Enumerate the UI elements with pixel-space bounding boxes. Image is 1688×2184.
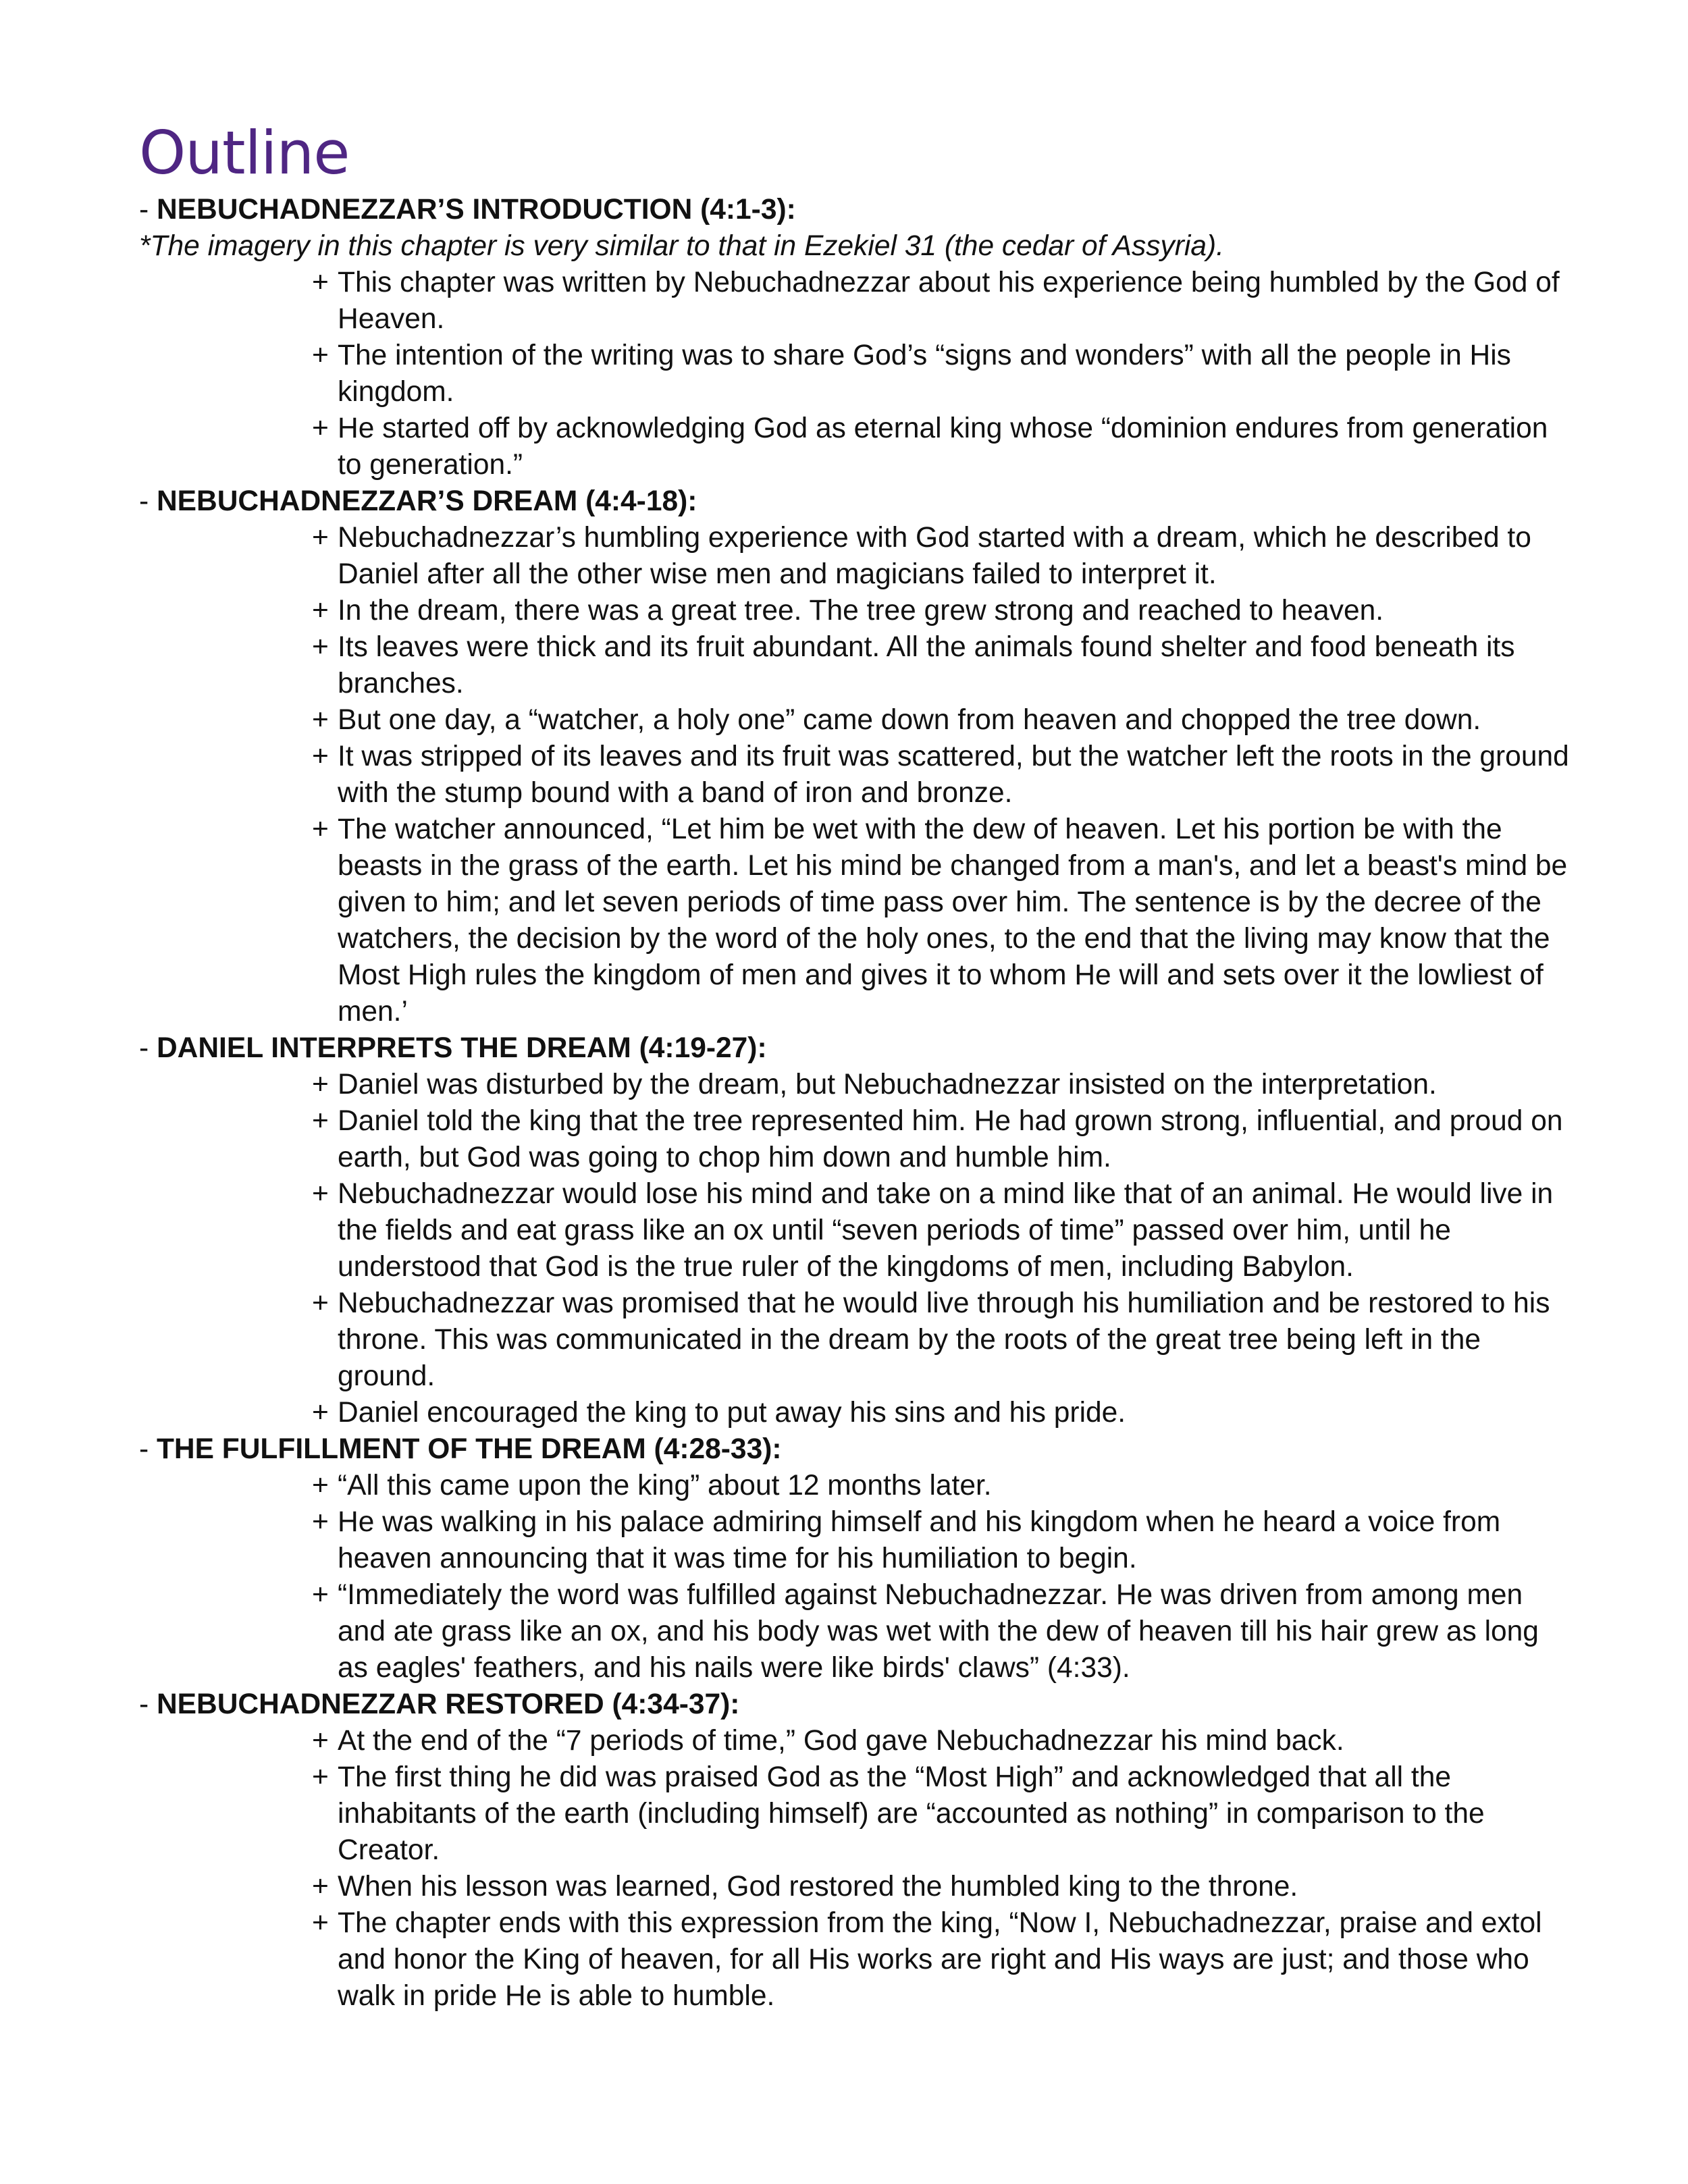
plus-marker: +: [312, 1871, 329, 1902]
list-item-text: In the dream, there was a great tree. The tree grew strong and reached to heaven.: [338, 595, 1384, 627]
list-item-text: It was stripped of its leaves and its fruit was scattered, but the watcher left the roots in the ground with the stump bound with a band of iron and bronze.: [338, 741, 1569, 809]
list-item-text: Its leaves were thick and its fruit abundant. All the animals found shelter and food beneath its branches.: [338, 631, 1515, 699]
plus-marker: +: [312, 522, 329, 554]
list-item: [139, 702, 1571, 739]
page-title: Outline: [139, 118, 350, 188]
plus-marker: +: [312, 741, 329, 772]
section-heading: [139, 192, 1571, 228]
list-item-text: “Immediately the word was fulfilled against Nebuchadnezzar. He was driven from among men and ate grass like an ox, and his body was wet with the dew of heaven till his hair grew as long as eagles' feathers, and his nails were like birds' claws” (4:33).: [338, 1579, 1539, 1684]
list-item-text: Daniel encouraged the king to put away his sins and his pride.: [338, 1397, 1126, 1429]
list-item: [139, 1395, 1571, 1431]
dash-marker: -: [139, 1032, 149, 1064]
list-item-text: The first thing he did was praised God as the “Most High” and acknowledged that all the inhabitants of the earth (including himself) are “accounted as nothing” in comparison to the Creator.: [338, 1761, 1485, 1866]
plus-marker: +: [312, 631, 329, 663]
plus-marker: +: [312, 1579, 329, 1611]
list-item: [139, 1504, 1571, 1577]
outline-page: [139, 116, 1571, 2015]
plus-marker: +: [312, 340, 329, 371]
plus-marker: +: [312, 1069, 329, 1100]
list-item: [139, 1468, 1571, 1504]
dash-marker: -: [139, 1433, 149, 1465]
list-item: [139, 1103, 1571, 1176]
list-item-text: The chapter ends with this expression from the king, “Now I, Nebuchadnezzar, praise and extol and honor the King of heaven, for all His works are right and His ways are just; and those who walk in pride He is able to humble.: [338, 1907, 1542, 2012]
list-item: [139, 1759, 1571, 1869]
plus-marker: +: [312, 1397, 329, 1429]
list-item-text: Daniel told the king that the tree represented him. He had grown strong, influential, and proud on earth, but God was going to chop him down and humble him.: [338, 1105, 1563, 1173]
list-item-text: “All this came upon the king” about 12 months later.: [338, 1470, 992, 1501]
plus-marker: +: [312, 1907, 329, 1939]
list-item: [139, 338, 1571, 410]
plus-marker: +: [312, 814, 329, 845]
list-item-text: Daniel was disturbed by the dream, but Nebuchadnezzar insisted on the interpretation.: [338, 1069, 1437, 1100]
list-item: [139, 593, 1571, 629]
section-heading-text: DANIEL INTERPRETS THE DREAM (4:19-27):: [156, 1032, 767, 1064]
section-heading: [139, 1686, 1571, 1723]
list-item: [139, 1176, 1571, 1285]
plus-marker: +: [312, 1287, 329, 1319]
list-item-text: He was walking in his palace admiring himself and his kingdom when he heard a voice from heaven announcing that it was time for his humiliation to begin.: [338, 1506, 1501, 1574]
dash-marker: -: [139, 485, 149, 517]
list-item: [139, 1577, 1571, 1686]
list-item-text: Nebuchadnezzar’s humbling experience with God started with a dream, which he described to Daniel after all the other wise men and magicians failed to interpret it.: [338, 522, 1531, 590]
plus-marker: +: [312, 1105, 329, 1137]
list-item-text: The intention of the writing was to share God’s “signs and wonders” with all the people in His kingdom.: [338, 340, 1511, 408]
list-item-text: When his lesson was learned, God restored the humbled king to the throne.: [338, 1871, 1298, 1902]
list-item: [139, 629, 1571, 702]
list-item-text: Nebuchadnezzar would lose his mind and take on a mind like that of an animal. He would live in the fields and eat grass like an ox until “seven periods of time” passed over him, until he understood that God is the true ruler of the kingdoms of men, including Babylon.: [338, 1178, 1554, 1283]
plus-marker: +: [312, 1178, 329, 1210]
plus-marker: +: [312, 267, 329, 298]
list-item: [139, 1285, 1571, 1395]
plus-marker: +: [312, 595, 329, 627]
section-heading-text: THE FULFILLMENT OF THE DREAM (4:28-33):: [156, 1433, 782, 1465]
list-item: [139, 410, 1571, 483]
plus-marker: +: [312, 704, 329, 736]
list-item: [139, 1723, 1571, 1759]
section-heading-text: NEBUCHADNEZZAR RESTORED (4:34-37):: [156, 1688, 740, 1720]
section-heading: [139, 1431, 1571, 1468]
dash-marker: -: [139, 1688, 149, 1720]
list-item: [139, 1869, 1571, 1905]
list-item: [139, 1905, 1571, 2015]
dash-marker: -: [139, 194, 149, 225]
list-item: [139, 1067, 1571, 1103]
list-item-text: This chapter was written by Nebuchadnezzar about his experience being humbled by the God of Heaven.: [338, 267, 1560, 335]
list-item: [139, 520, 1571, 593]
section-heading-text: NEBUCHADNEZZAR’S DREAM (4:4-18):: [156, 485, 697, 517]
list-item-text: He started off by acknowledging God as eternal king whose “dominion endures from generation to generation.”: [338, 412, 1548, 481]
list-item-text: Nebuchadnezzar was promised that he would live through his humiliation and be restored to his throne. This was communicated in the dream by the roots of the great tree being left in the ground.: [338, 1287, 1550, 1392]
plus-marker: +: [312, 1506, 329, 1538]
list-item: [139, 739, 1571, 811]
list-item-text: The watcher announced, “Let him be wet with the dew of heaven. Let his portion be with the beasts in the grass of the earth. Let his mind be changed from a man's, and let a beast's mind be given to him; and let seven periods of time pass over him. The sentence is by the decree of the watchers, the decision by the word of the holy ones, to the end that the living may know that the Most High rules the kingdom of men and gives it to whom He will and sets over it the lowliest of men.’: [338, 814, 1568, 1028]
list-item: [139, 811, 1571, 1030]
plus-marker: +: [312, 1725, 329, 1757]
plus-marker: +: [312, 412, 329, 444]
list-item-text: At the end of the “7 periods of time,” God gave Nebuchadnezzar his mind back.: [338, 1725, 1344, 1757]
section-heading: [139, 483, 1571, 520]
plus-marker: +: [312, 1470, 329, 1501]
list-item: [139, 265, 1571, 338]
list-item-text: But one day, a “watcher, a holy one” came down from heaven and chopped the tree down.: [338, 704, 1481, 736]
section-note: *The imagery in this chapter is very similar to that in Ezekiel 31 (the cedar of Assyria).: [139, 230, 1224, 262]
plus-marker: +: [312, 1761, 329, 1793]
section-heading-text: NEBUCHADNEZZAR’S INTRODUCTION (4:1-3):: [156, 194, 796, 225]
section-heading: [139, 1030, 1571, 1067]
